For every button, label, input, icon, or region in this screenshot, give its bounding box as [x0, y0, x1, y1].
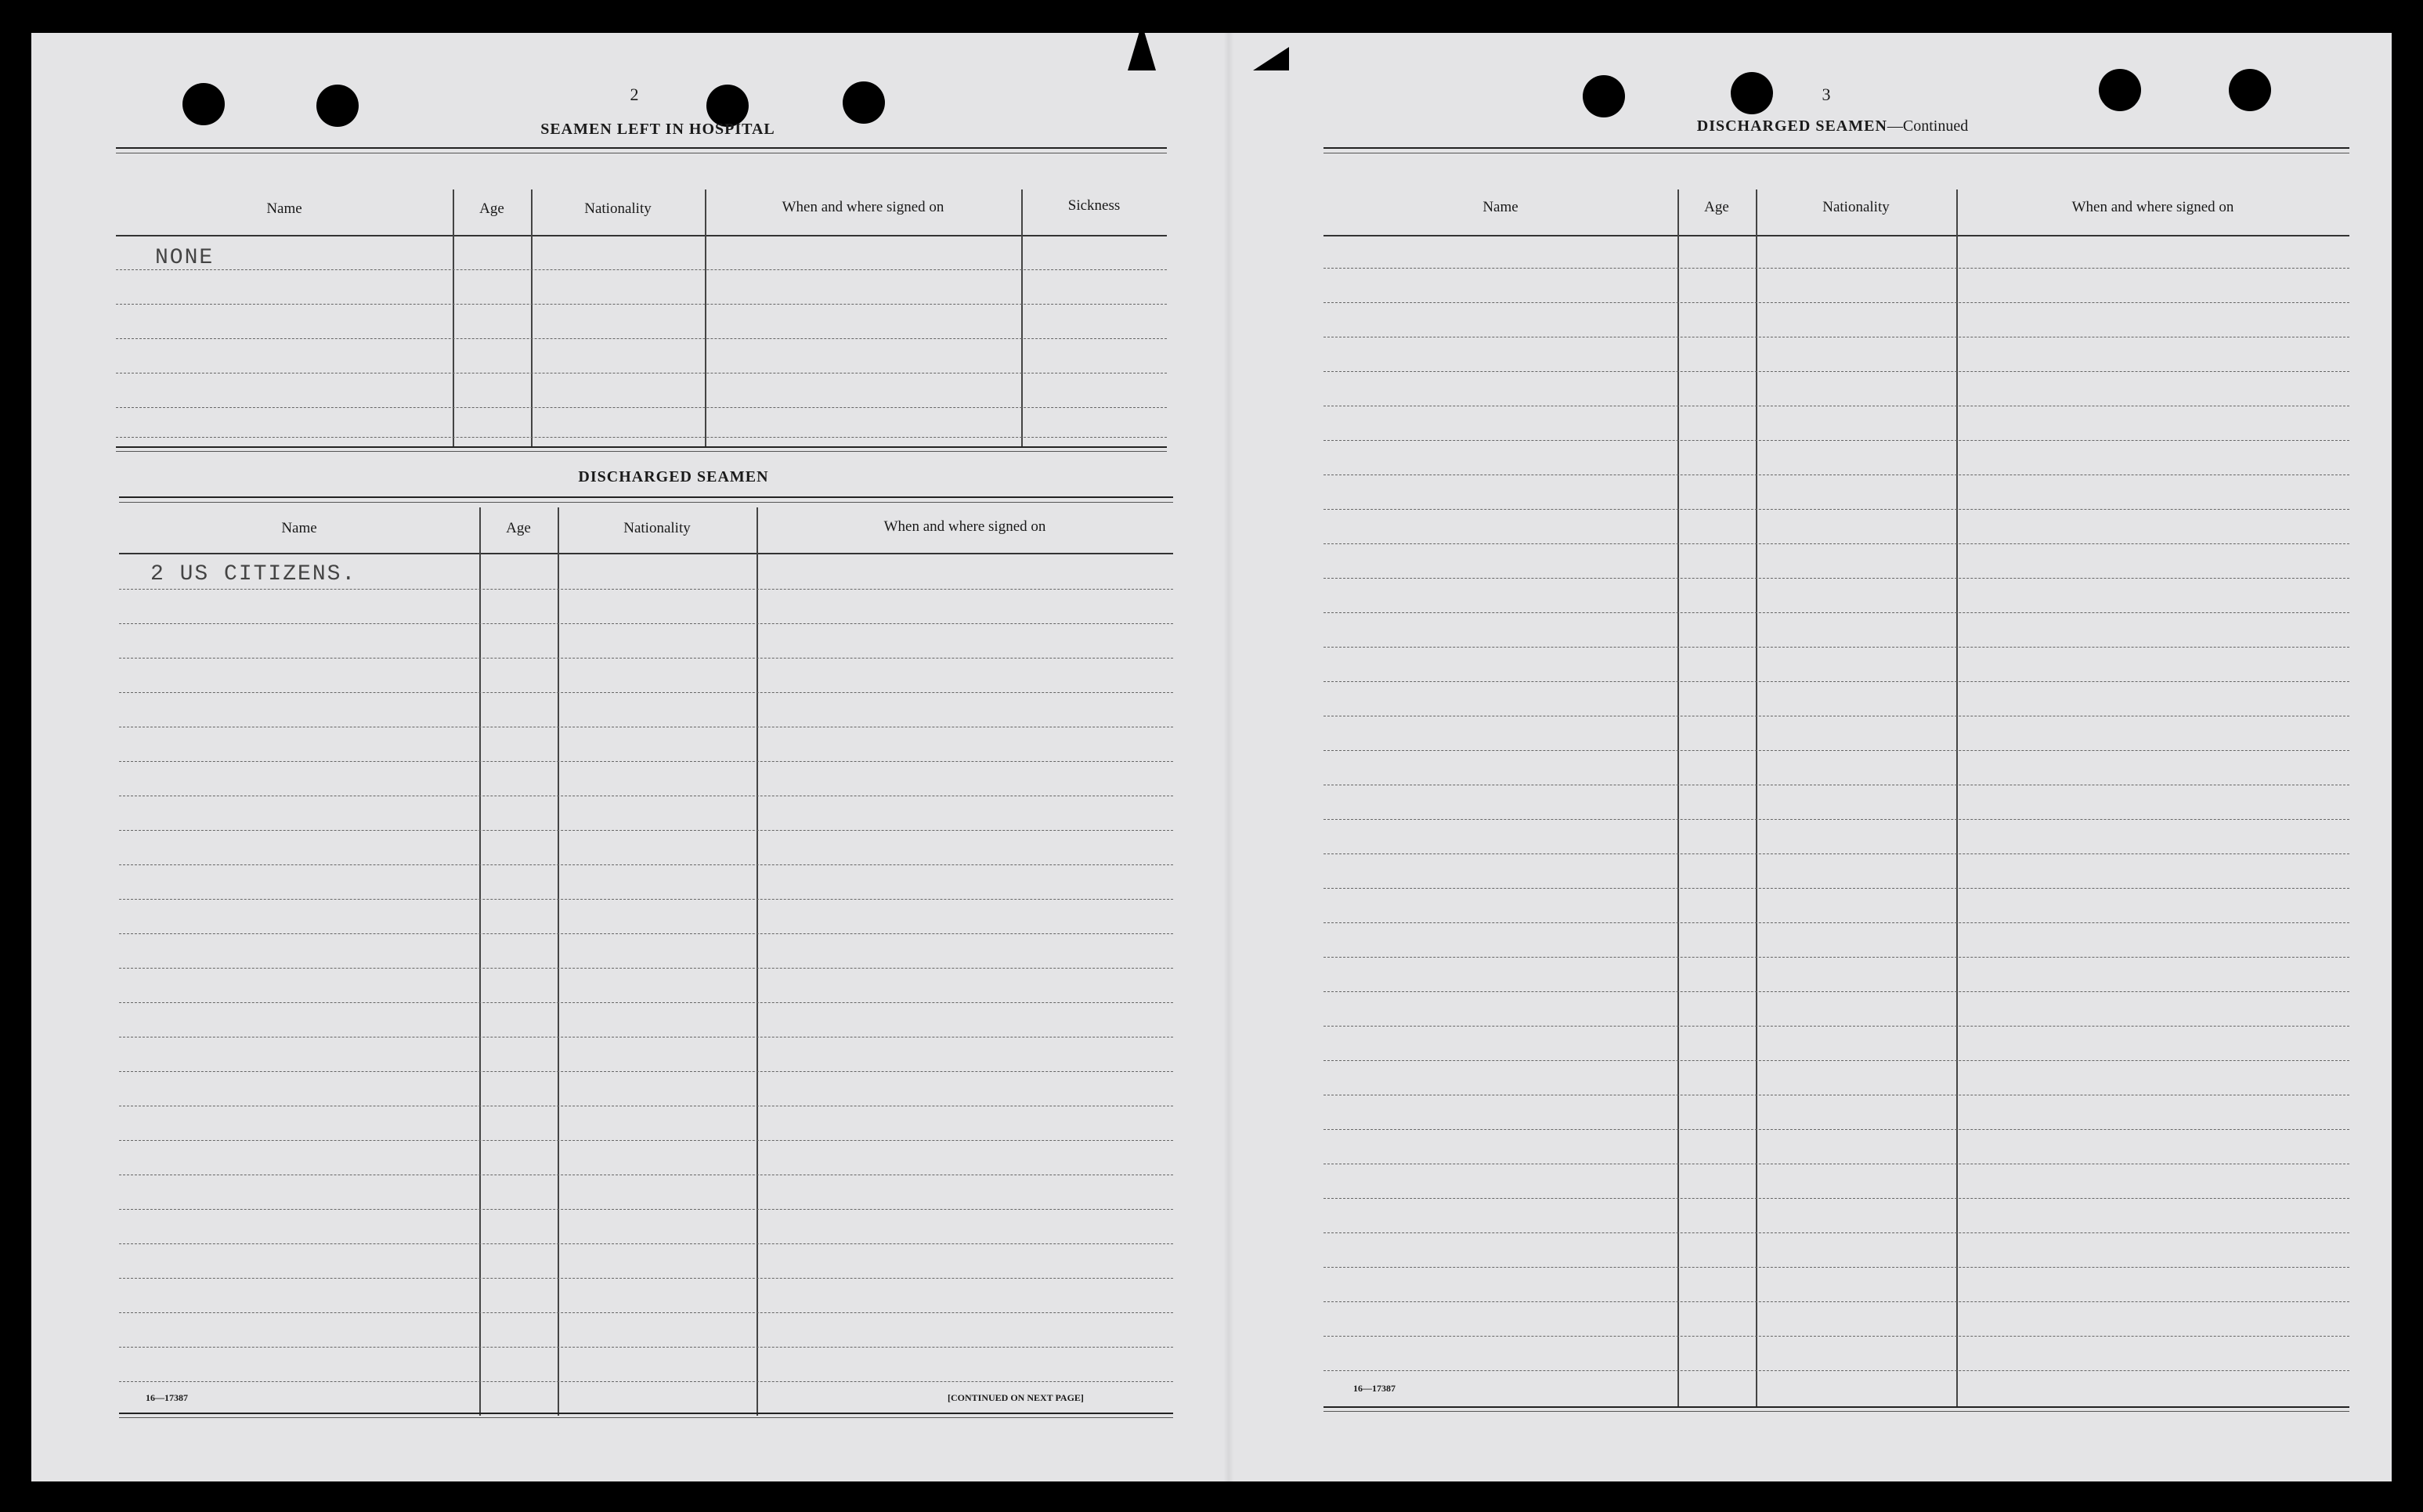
column-divider: [453, 189, 454, 448]
table-top-rule: [1323, 147, 2349, 153]
table-top-rule: [116, 147, 1167, 153]
column-divider: [558, 507, 559, 1416]
column-header-name: Name: [266, 200, 302, 217]
row-rule: [116, 269, 1167, 270]
column-header-name: Name: [281, 520, 317, 536]
table-bottom-rule: [1323, 1406, 2349, 1412]
column-header-sickness: Sickness: [1067, 197, 1121, 214]
column-header-signed-on: When and where signed on: [782, 199, 944, 215]
row-rule: [1323, 578, 2349, 579]
column-divider: [1677, 189, 1679, 1408]
row-rule: [1323, 888, 2349, 889]
row-rule: [1323, 647, 2349, 648]
column-header-signed-on: When and where signed on: [2071, 199, 2234, 215]
column-header-name: Name: [1482, 199, 1518, 215]
continued-note: [CONTINUED ON NEXT PAGE]: [948, 1392, 1084, 1403]
discharged-section-title: DISCHARGED SEAMEN: [578, 468, 769, 485]
row-rule: [1323, 1198, 2349, 1199]
row-rule: [1323, 819, 2349, 820]
discharged-continued-title: [1613, 117, 2052, 135]
row-rule: [1323, 612, 2349, 613]
row-rule: [119, 899, 1173, 900]
row-rule: [119, 1347, 1173, 1348]
row-rule: [119, 761, 1173, 762]
header-rule: [119, 553, 1173, 554]
header-rule: [1323, 235, 2349, 236]
row-rule: [1323, 922, 2349, 923]
row-rule: [1323, 543, 2349, 544]
row-rule: [1323, 1336, 2349, 1337]
row-rule: [1323, 268, 2349, 269]
row-rule: [1323, 991, 2349, 992]
row-rule: [116, 437, 1167, 438]
row-rule: [119, 1140, 1173, 1141]
form-number: 16—17387: [1353, 1383, 1396, 1394]
row-rule: [119, 1209, 1173, 1210]
hospital-table: [116, 147, 1167, 454]
row-rule: [1323, 1370, 2349, 1371]
header-rule: [116, 235, 1167, 236]
row-rule: [116, 407, 1167, 408]
column-divider: [531, 189, 533, 448]
discharged-entry: 2 US CITIZENS.: [150, 562, 357, 586]
row-rule: [119, 968, 1173, 969]
row-rule: [1323, 853, 2349, 854]
row-rule: [1323, 1267, 2349, 1268]
row-rule: [119, 1312, 1173, 1313]
table-bottom-rule: [116, 446, 1167, 452]
page-number: 2: [630, 85, 639, 104]
row-rule: [119, 623, 1173, 624]
title-main: DISCHARGED SEAMEN: [1696, 117, 1887, 135]
table-top-rule: [119, 496, 1173, 503]
row-rule: [119, 658, 1173, 659]
column-divider: [479, 507, 481, 1416]
right-page: [1237, 33, 2392, 1481]
row-rule: [1323, 1060, 2349, 1061]
column-header-age: Age: [479, 200, 504, 217]
column-header-age: Age: [1704, 199, 1729, 215]
row-rule: [119, 589, 1173, 590]
column-header-age: Age: [506, 520, 531, 536]
hospital-section-title: SEAMEN LEFT IN HOSPITAL: [540, 121, 775, 138]
column-header-signed-on: When and where signed on: [883, 518, 1046, 535]
hospital-entry: NONE: [155, 246, 215, 270]
column-header-nationality: Nationality: [1822, 199, 1890, 215]
row-rule: [1323, 302, 2349, 303]
column-divider: [757, 507, 758, 1416]
row-rule: [119, 830, 1173, 831]
row-rule: [1323, 957, 2349, 958]
row-rule: [119, 864, 1173, 865]
row-rule: [119, 1243, 1173, 1244]
row-rule: [119, 1278, 1173, 1279]
title-suffix: —Continued: [1887, 117, 1969, 135]
column-divider: [1756, 189, 1757, 1408]
column-header-nationality: Nationality: [623, 520, 691, 536]
row-rule: [1323, 681, 2349, 682]
column-divider: [1956, 189, 1958, 1408]
row-rule: [119, 1071, 1173, 1072]
form-number: 16—17387: [146, 1392, 188, 1403]
row-rule: [116, 338, 1167, 339]
page-fold: [1223, 33, 1234, 1481]
row-rule: [1323, 371, 2349, 372]
row-rule: [1323, 1232, 2349, 1233]
document-sheet: [31, 33, 2392, 1481]
discharged-table: [119, 496, 1173, 1419]
page-number: 3: [1822, 85, 1831, 104]
row-rule: [1323, 1129, 2349, 1130]
row-rule: [1323, 1026, 2349, 1027]
row-rule: [1323, 509, 2349, 510]
row-rule: [116, 304, 1167, 305]
column-header-nationality: Nationality: [584, 200, 652, 217]
row-rule: [119, 933, 1173, 934]
left-page: [31, 33, 1222, 1481]
row-rule: [119, 1381, 1173, 1382]
column-divider: [705, 189, 706, 448]
row-rule: [119, 692, 1173, 693]
row-rule: [119, 1002, 1173, 1003]
discharged-continued-table: [1323, 147, 2349, 1416]
row-rule: [1323, 1301, 2349, 1302]
table-bottom-rule: [119, 1413, 1173, 1418]
row-rule: [1323, 440, 2349, 441]
row-rule: [1323, 750, 2349, 751]
column-divider: [1021, 189, 1023, 448]
